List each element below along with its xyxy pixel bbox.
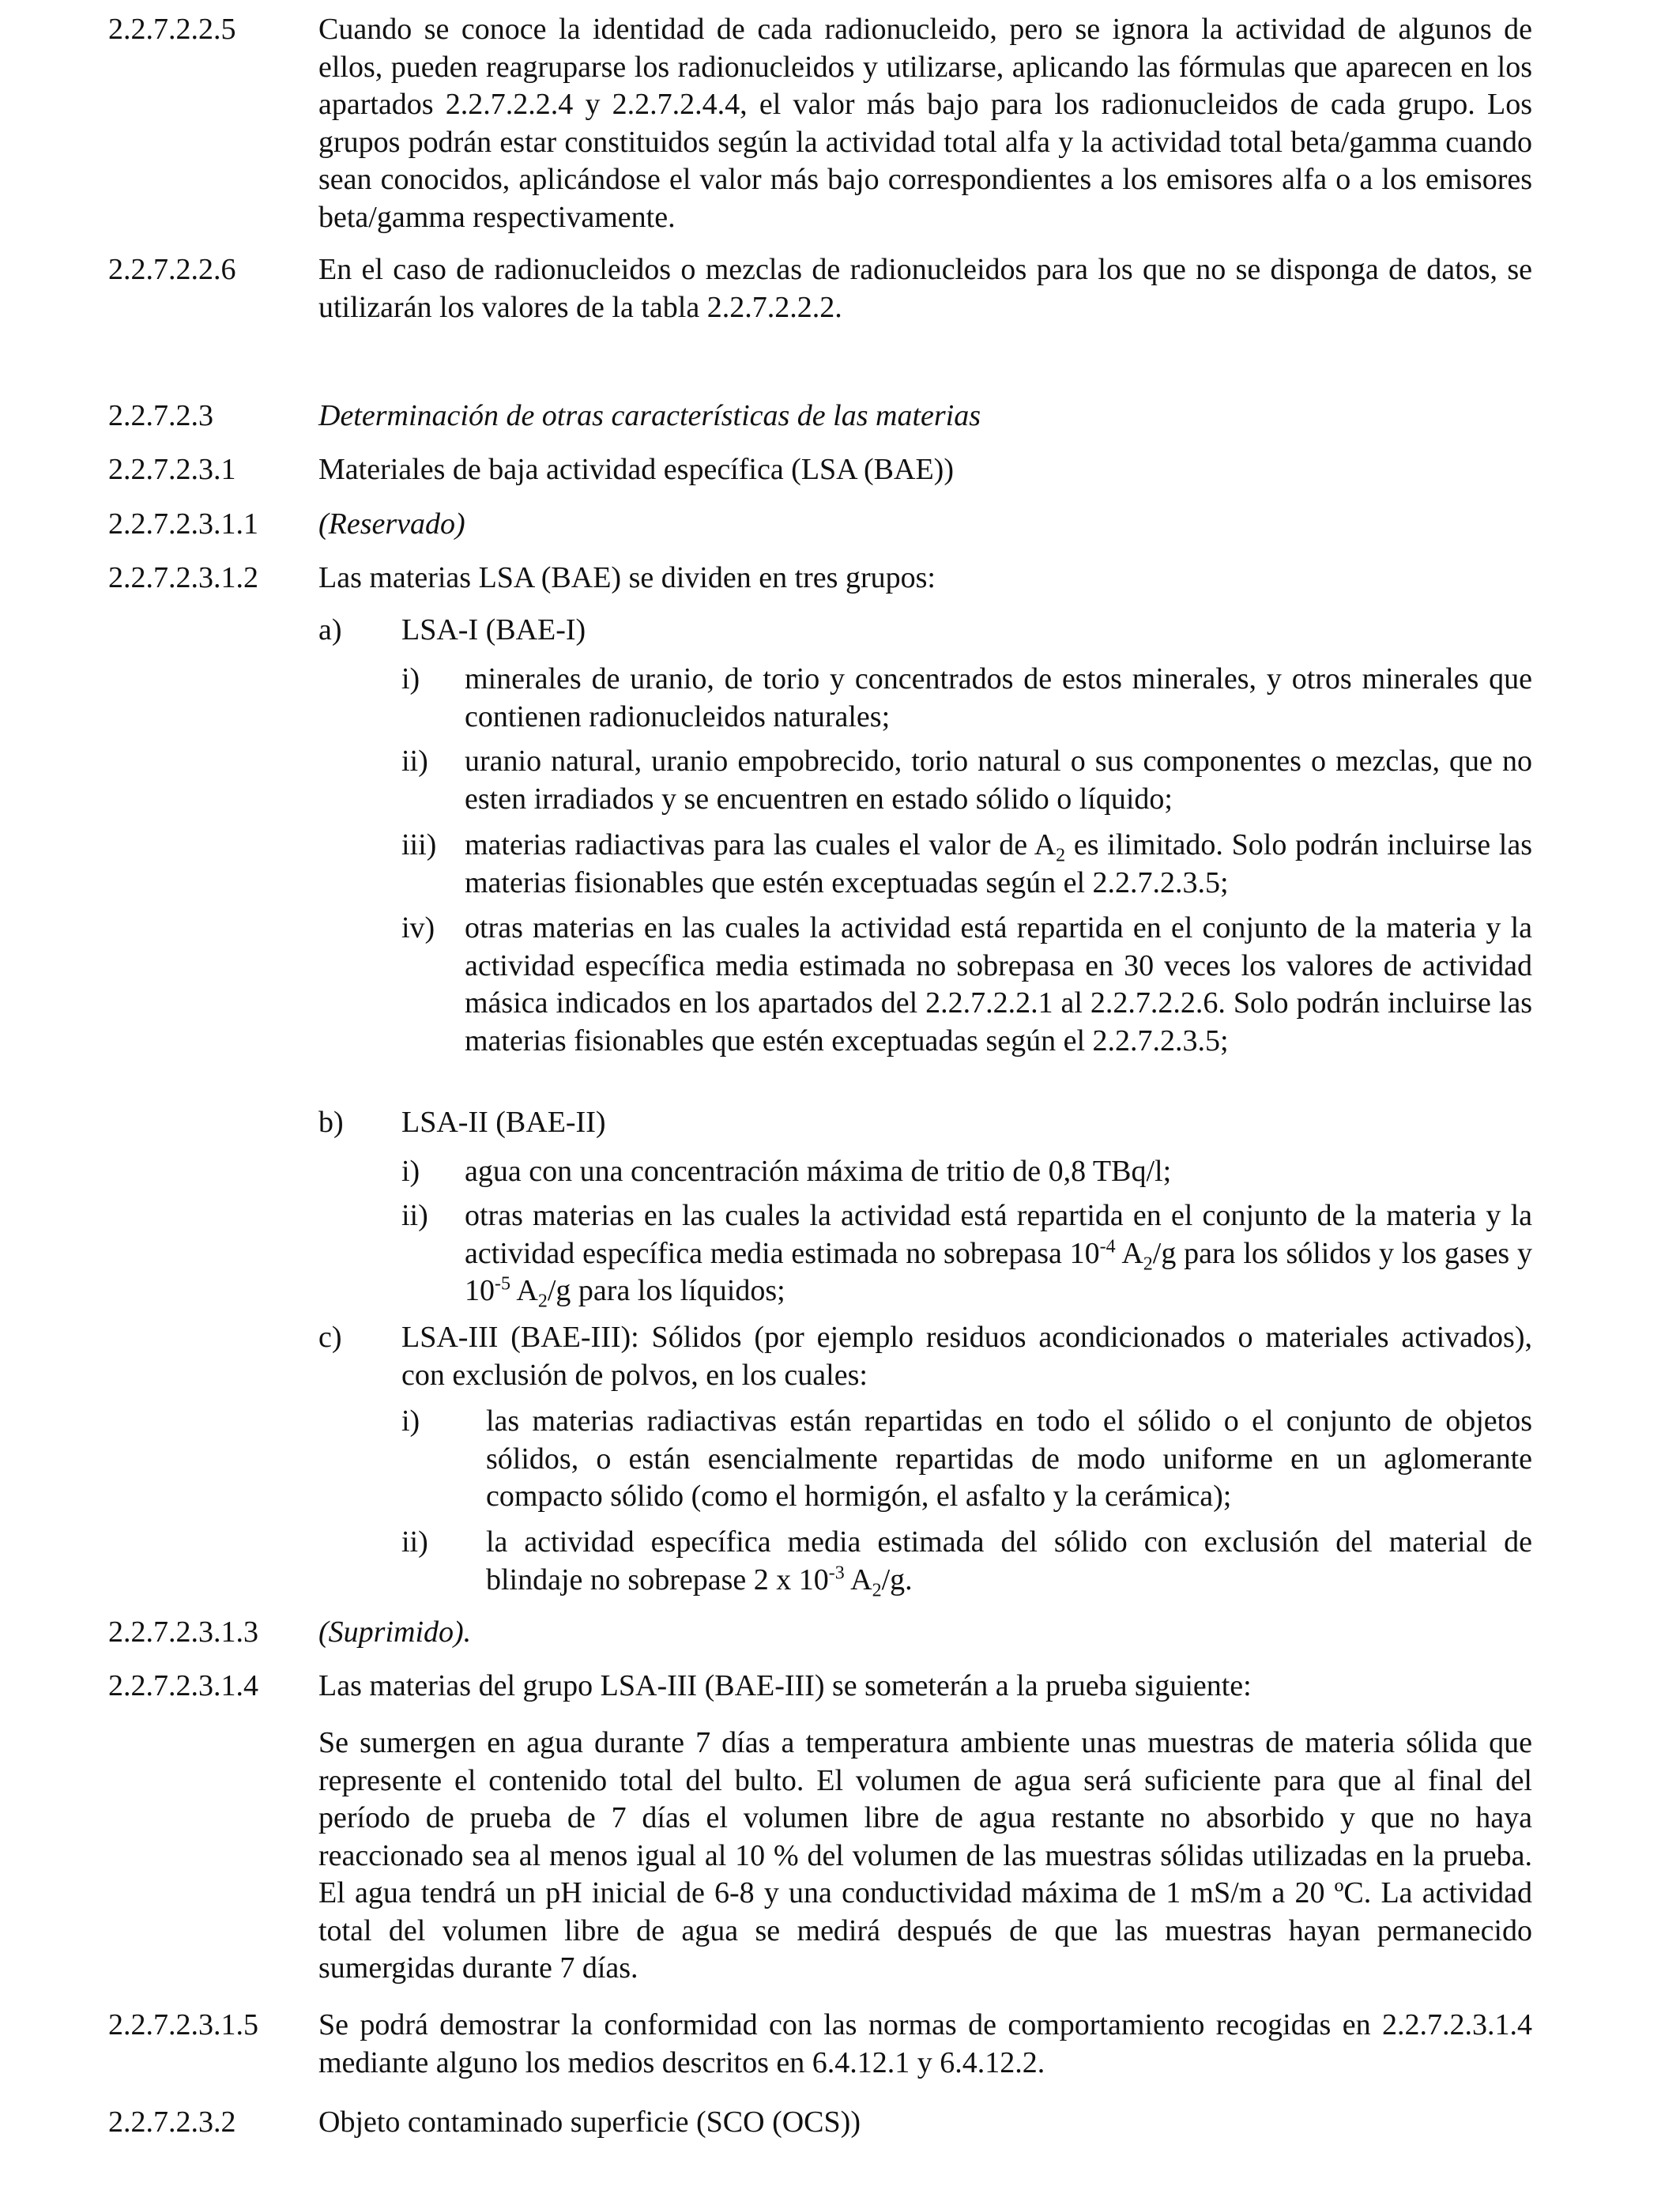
section-number: 2.2.7.2.3.1.2 bbox=[108, 561, 258, 594]
list-item-text: otras materias en las cuales la actividad está repartida en el conjunto de la materia y la actividad específica media estimada no sobrepasa $10^{-4}$ $A_2/g$ para los sólidos y los gases y $10^{-5}$ $A_2/g$ para los líquidos; bbox=[465, 1199, 1532, 1312]
section-number: 2.2.7.2.3.1.5 bbox=[108, 2008, 258, 2041]
list-item-text: materias radiactivas para las cuales el valor de $A_2$ es ilimitado. Solo podrán incluirse las materias fisionables que estén exceptuadas según el 2.2.7.2.3.5; bbox=[465, 828, 1532, 899]
list-label: iv) bbox=[401, 911, 435, 944]
list-label: ii) bbox=[401, 1525, 428, 1559]
list-label: i) bbox=[401, 662, 420, 696]
section-number: 2.2.7.2.3.1.3 bbox=[108, 1615, 258, 1649]
list-item-text: otras materias en las cuales la actividad está repartida en el conjunto de la materia y la actividad específica media estimada no sobrepasa en 30 veces los valores de actividad másica indicados en los apartados del 2.2.7.2.2.1 al 2.2.7.2.2.6. Solo podrán incluirse las materias fisionables que estén exceptuadas según el 2.2.7.2.3.5; bbox=[465, 911, 1532, 1057]
list-item-text: minerales de uranio, de torio y concentrados de estos minerales, y otros minerales que contienen radionucleidos naturales; bbox=[465, 662, 1532, 733]
section-heading: Objeto contaminado superficie (SCO (OCS)) bbox=[318, 2105, 861, 2139]
list-item-text: la actividad específica media estimada del sólido con exclusión del material de blindaje no sobrepase 2 x $10^{-3}$ $A_2/g$. bbox=[486, 1525, 1532, 1601]
section-number: 2.2.7.2.3.1 bbox=[108, 453, 236, 486]
list-item-text: las materias radiactivas están repartidas en todo el sólido o el conjunto de objetos sólidos, o están esencialmente repartidas de modo uniforme en un aglomerante compacto sólido (como el hormigón, el asfalto y la cerámica); bbox=[486, 1404, 1532, 1513]
group-title: LSA-III (BAE-III): Sólidos (por ejemplo residuos acondicionados o materiales activados), con exclusión de polvos, en los cuales: bbox=[401, 1321, 1532, 1392]
section-number: 2.2.7.2.3.1.1 bbox=[108, 507, 258, 541]
list-label: ii) bbox=[401, 745, 428, 778]
list-label: i) bbox=[401, 1155, 420, 1188]
group-title: LSA-II (BAE-II) bbox=[401, 1106, 606, 1139]
section-text: Cuando se conoce la identidad de cada radionucleido, pero se ignora la actividad de algunos de ellos, pueden reagruparse los radionucleidos y utilizarse, aplicando las fórmulas que aparecen en los apartados 2.2.7.2.2.4 y 2.2.7.2.4.4, el valor más bajo para los radionucleidos de cada grupo. Los grupos podrán estar constituidos según la actividad total alfa y la actividad total beta/gamma cuando sean conocidos, aplicándose el valor más bajo correspondientes a los emisores alfa o a los emisores beta/gamma respectivamente. bbox=[318, 13, 1532, 234]
group-title: LSA-I (BAE-I) bbox=[401, 613, 586, 647]
list-label: b) bbox=[318, 1106, 344, 1139]
list-label: a) bbox=[318, 613, 342, 647]
list-label: iii) bbox=[401, 828, 437, 861]
list-item-text: uranio natural, uranio empobrecido, torio natural o sus componentes o mezclas, que no esten irradiados y se encuentren en estado sólido o líquido; bbox=[465, 745, 1532, 816]
section-paragraph: Se sumergen en agua durante 7 días a temperatura ambiente unas muestras de materia sólida que represente el contenido total del bulto. El volumen de agua será suficiente para que al final del período de prueba de 7 días el volumen libre de agua restante no absorbido y que no haya reaccionado sea al menos igual al 10 % del volumen de las muestras sólidas utilizadas en la prueba. El agua tendrá un pH inicial de 6-8 y una conductividad máxima de 1 mS/m a 20 ºC. La actividad total del volumen libre de agua se medirá después de que las muestras hayan permanecido sumergidas durante 7 días. bbox=[318, 1726, 1532, 1985]
list-item-text: agua con una concentración máxima de tritio de 0,8 TBq/l; bbox=[465, 1155, 1172, 1188]
section-text: (Reservado) bbox=[318, 507, 465, 541]
section-text: Las materias LSA (BAE) se dividen en tres grupos: bbox=[318, 561, 936, 594]
section-number: 2.2.7.2.3.1.4 bbox=[108, 1669, 258, 1702]
list-label: i) bbox=[401, 1404, 420, 1438]
section-number: 2.2.7.2.2.6 bbox=[108, 253, 236, 286]
section-number: 2.2.7.2.3 bbox=[108, 399, 213, 432]
section-text: (Suprimido). bbox=[318, 1615, 472, 1649]
section-heading: Determinación de otras características de las materias bbox=[318, 399, 981, 432]
section-number: 2.2.7.2.3.2 bbox=[108, 2105, 236, 2139]
section-text: En el caso de radionucleidos o mezclas de radionucleidos para los que no se disponga de datos, se utilizarán los valores de la tabla 2.2.7.2.2.2. bbox=[318, 253, 1532, 324]
list-label: c) bbox=[318, 1321, 342, 1354]
section-text: Las materias del grupo LSA-III (BAE-III) se someterán a la prueba siguiente: bbox=[318, 1669, 1252, 1702]
list-label: ii) bbox=[401, 1199, 428, 1232]
section-heading: Materiales de baja actividad específica (LSA (BAE)) bbox=[318, 453, 954, 486]
section-number: 2.2.7.2.2.5 bbox=[108, 13, 236, 46]
section-text: Se podrá demostrar la conformidad con las normas de comportamiento recogidas en 2.2.7.2.3.1.4 mediante alguno los medios descritos en 6.4.12.1 y 6.4.12.2. bbox=[318, 2008, 1532, 2079]
